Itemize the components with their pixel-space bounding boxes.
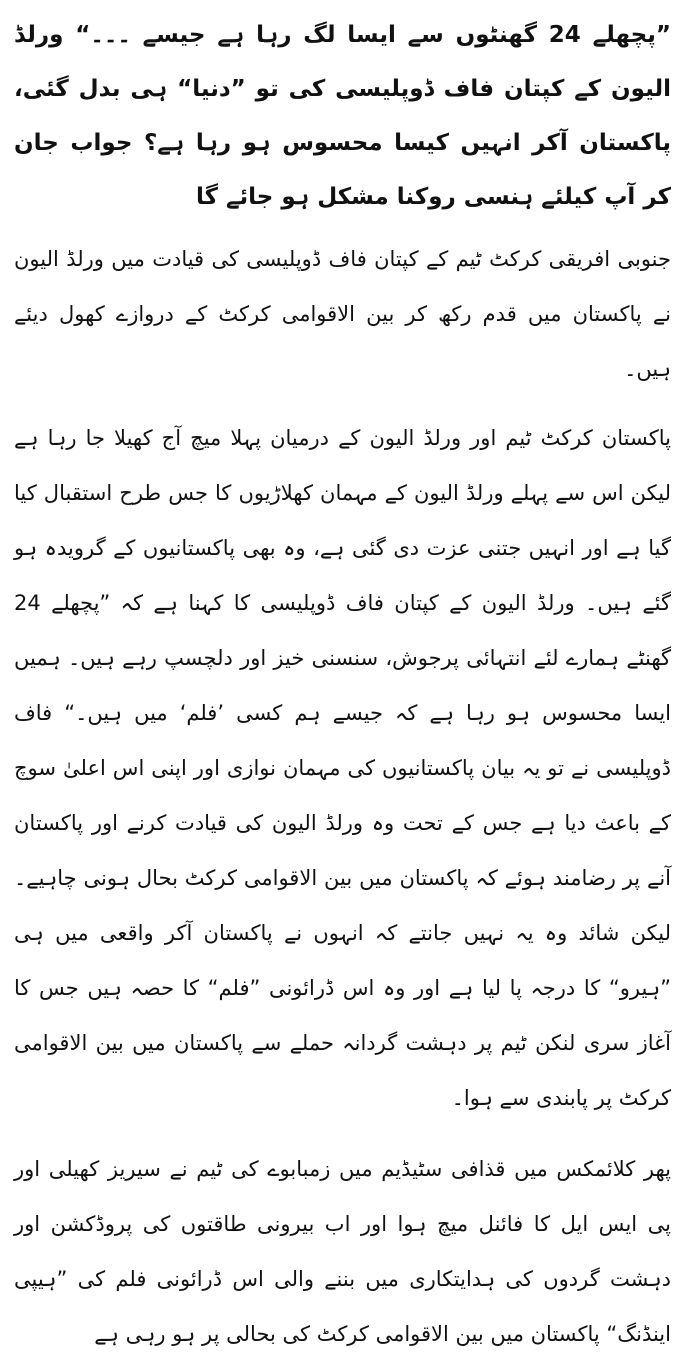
article-paragraph: جنوبی افریقی کرکٹ ٹیم کے کپتان فاف ڈوپلیسی کی قیادت میں ورلڈ الیون نے پاکستان میں قدم رکھ کر بین الاقوامی کرکٹ کے دروازے کھول دیئے ہیں۔	[14, 247, 671, 381]
article-paragraph: پاکستان کرکٹ ٹیم اور ورلڈ الیون کے درمیان پہلا میچ آج کھیلا جا رہا ہے لیکن اس سے پہلے ورلڈ الیون کے مہمان کھلاڑیوں کا جس طرح استقبال کیا گیا ہے اور انہیں جتنی عزت دی گئی ہے، وہ بھی پاکستانیوں کے گرویدہ ہو گئے ہیں۔ ورلڈ الیون کے کپتان فاف ڈوپلیسی کا کہنا ہے کہ ”پچھلے 24 گھنٹے ہمارے لئے انتہائی پرجوش، سنسنی خیز اور دلچسپ رہے ہیں۔ ہمیں ایسا محسوس ہو رہا ہے کہ جیسے ہم کسی ’فلم‘ میں ہیں۔“ فاف ڈوپلیسی نے تو یہ بیان پاکستانیوں کی مہمان نوازی اور اپنی اس اعلیٰ سوچ کے باعث دیا ہے جس کے تحت وہ ورلڈ الیون کی قیادت کرنے اور پاکستان آنے پر رضامند ہوئے کہ پاکستان میں بین الاقوامی کرکٹ بحال ہونی چاہیے۔ لیکن شائد وہ یہ نہیں جانتے کہ انہوں نے پاکستان آکر واقعی میں ہی ”ہیرو“ کا درجہ پا لیا ہے اور وہ اس ڈرائونی ”فلم“ کا حصہ ہیں جس کا آغاز سری لنکن ٹیم پر دہشت گردانہ حملے سے پاکستان میں بین الاقوامی کرکٹ پر پابندی سے ہوا۔	[14, 426, 671, 1110]
article-headline: ”پچھلے 24 گھنٹوں سے ایسا لگ رہا ہے جیسے ۔۔۔“ ورلڈ الیون کے کپتان فاف ڈوپلیسی کی تو ”دنیا“ ہی بدل گئی، پاکستان آکر انہیں کیسا محسوس ہو رہا ہے؟ جواب جان کر آپ کیلئے ہنسی روکنا مشکل ہو جائے گا	[14, 22, 671, 210]
article-paragraph: پھر کلائمکس میں قذافی سٹیڈیم میں زمبابوے کی ٹیم نے سیریز کھیلی اور پی ایس ایل کا فائنل میچ ہوا اور اب بیرونی طاقتوں کی پروڈکشن اور دہشت گردوں کی ہدایتکاری میں بننے والی اس ڈرائونی فلم کی ”ہیپی اینڈنگ“ پاکستان میں بین الاقوامی کرکٹ کی بحالی پر ہو رہی ہے	[14, 1157, 671, 1346]
